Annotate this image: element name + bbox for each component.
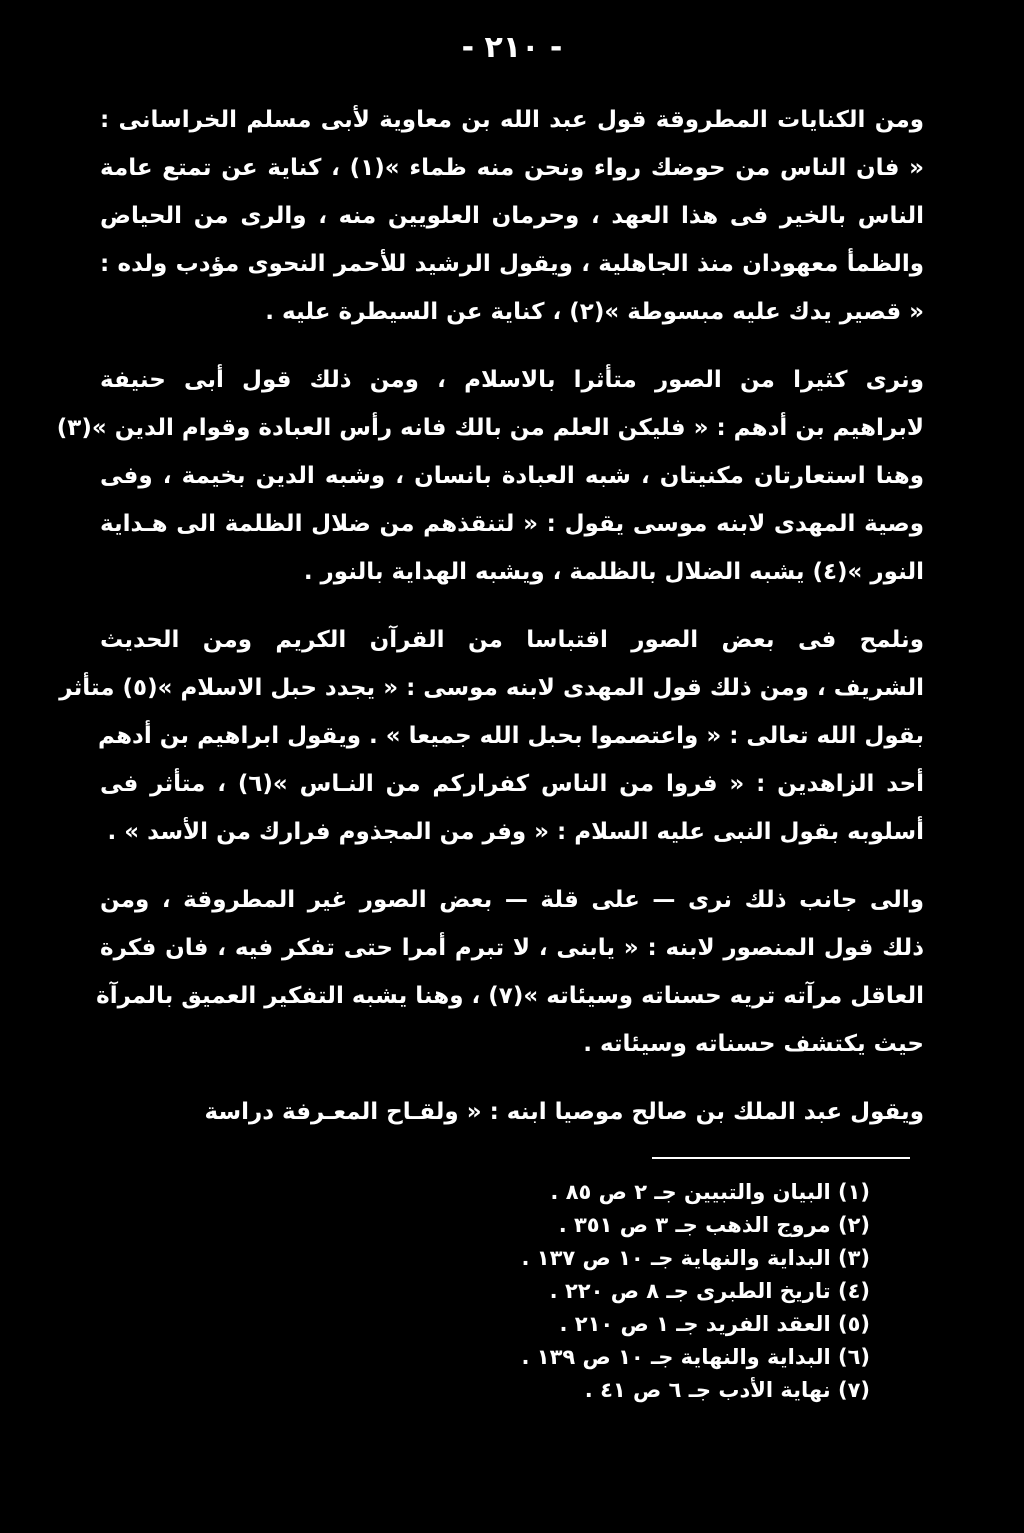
text-line: ونلمح فى بعض الصور اقتباسا من القرآن الكريم ومن الحديث: [100, 627, 924, 653]
footnote-divider: [652, 1157, 910, 1159]
text-line: والظمأ معهودان منذ الجاهلية ، ويقول الرشيد للأحمر النحوى مؤدب ولده :: [100, 251, 924, 277]
text-line: ونرى كثيرا من الصور متأثرا بالاسلام ، ومن ذلك قول أبى حنيفة: [100, 367, 924, 393]
text-line: حيث يكتشف حسناته وسيئاته .: [583, 1031, 924, 1057]
text-line: وصية المهدى لابنه موسى يقول : « لتنقذهم من ضلال الظلمة الى هـداية: [100, 511, 924, 537]
paragraph-2: [56, 356, 924, 596]
text-line: ويقول عبد الملك بن صالح موصيا ابنه : « ولقـاح المعـرفة دراسة: [204, 1099, 924, 1125]
paragraph-4: [96, 876, 924, 1068]
body-text: [56, 96, 925, 1156]
text-line: وهنا استعارتان مكنيتان ، شبه العبادة بانسان ، وشبه الدين بخيمة ، وفى: [100, 463, 924, 489]
footnote-1: (١) البيان والتبيين جـ ٢ ص ٨٥ .: [550, 1180, 870, 1204]
footnotes: [460, 1176, 870, 1407]
footnote-6: (٦) البداية والنهاية جـ ١٠ ص ١٣٩ .: [521, 1345, 870, 1369]
footnote-4: (٤) تاريخ الطبرى جـ ٨ ص ٢٢٠ .: [549, 1279, 870, 1303]
footnote-5: (٥) العقد الفريد جـ ١ ص ٢١٠ .: [559, 1312, 870, 1336]
text-line: أسلوبه بقول النبى عليه السلام : « وفر من المجذوم فرارك من الأسد » .: [107, 819, 924, 845]
text-line: العاقل مرآته تريه حسناته وسيئاته »(٧) ، وهنا يشبه التفكير العميق بالمرآة: [96, 983, 924, 1009]
page-number: - ٢١٠ -: [461, 30, 563, 65]
text-line: ومن الكنايات المطروقة قول عبد الله بن معاوية لأبى مسلم الخراسانى :: [100, 107, 924, 133]
text-line: « قصير يدك عليه مبسوطة »(٢) ، كناية عن السيطرة عليه .: [265, 299, 924, 325]
text-line: بقول الله تعالى : « واعتصموا بحبل الله جميعا » . ويقول ابراهيم بن أدهم: [98, 723, 924, 749]
footnote-7: (٧) نهاية الأدب جـ ٦ ص ٤١ .: [584, 1378, 870, 1402]
text-line: الناس بالخير فى هذا العهد ، وحرمان العلويين منه ، والرى من الحياض: [100, 203, 924, 229]
footnote-2: (٢) مروج الذهب جـ ٣ ص ٣٥١ .: [558, 1213, 870, 1237]
text-line: « فان الناس من حوضك رواء ونحن منه ظماء »(١) ، كناية عن تمتع عامة: [100, 155, 925, 181]
text-line: أحد الزاهدين : « فروا من الناس كفراركم من النـاس »(٦) ، متأثر فى: [100, 771, 925, 797]
text-line: لابراهيم بن أدهم : « فليكن العلم من بالك فانه رأس العبادة وقوام الدين »(٣): [56, 415, 924, 441]
text-line: النور »(٤) يشبه الضلال بالظلمة ، ويشبه الهداية بالنور .: [303, 559, 924, 585]
text-line: ذلك قول المنصور لابنه : « يابنى ، لا تبرم أمرا حتى تفكر فيه ، فان فكرة: [100, 935, 924, 961]
text-line: والى جانب ذلك نرى — على قلة — بعض الصور غير المطروقة ، ومن: [100, 887, 924, 913]
text-line: الشريف ، ومن ذلك قول المهدى لابنه موسى : « يجدد حبل الاسلام »(٥) متأثر: [59, 675, 924, 701]
paragraph-1: [100, 96, 924, 336]
paragraph-5: [100, 1088, 924, 1136]
paragraph-3: [59, 616, 925, 856]
footnote-3: (٣) البداية والنهاية جـ ١٠ ص ١٣٧ .: [521, 1246, 870, 1270]
